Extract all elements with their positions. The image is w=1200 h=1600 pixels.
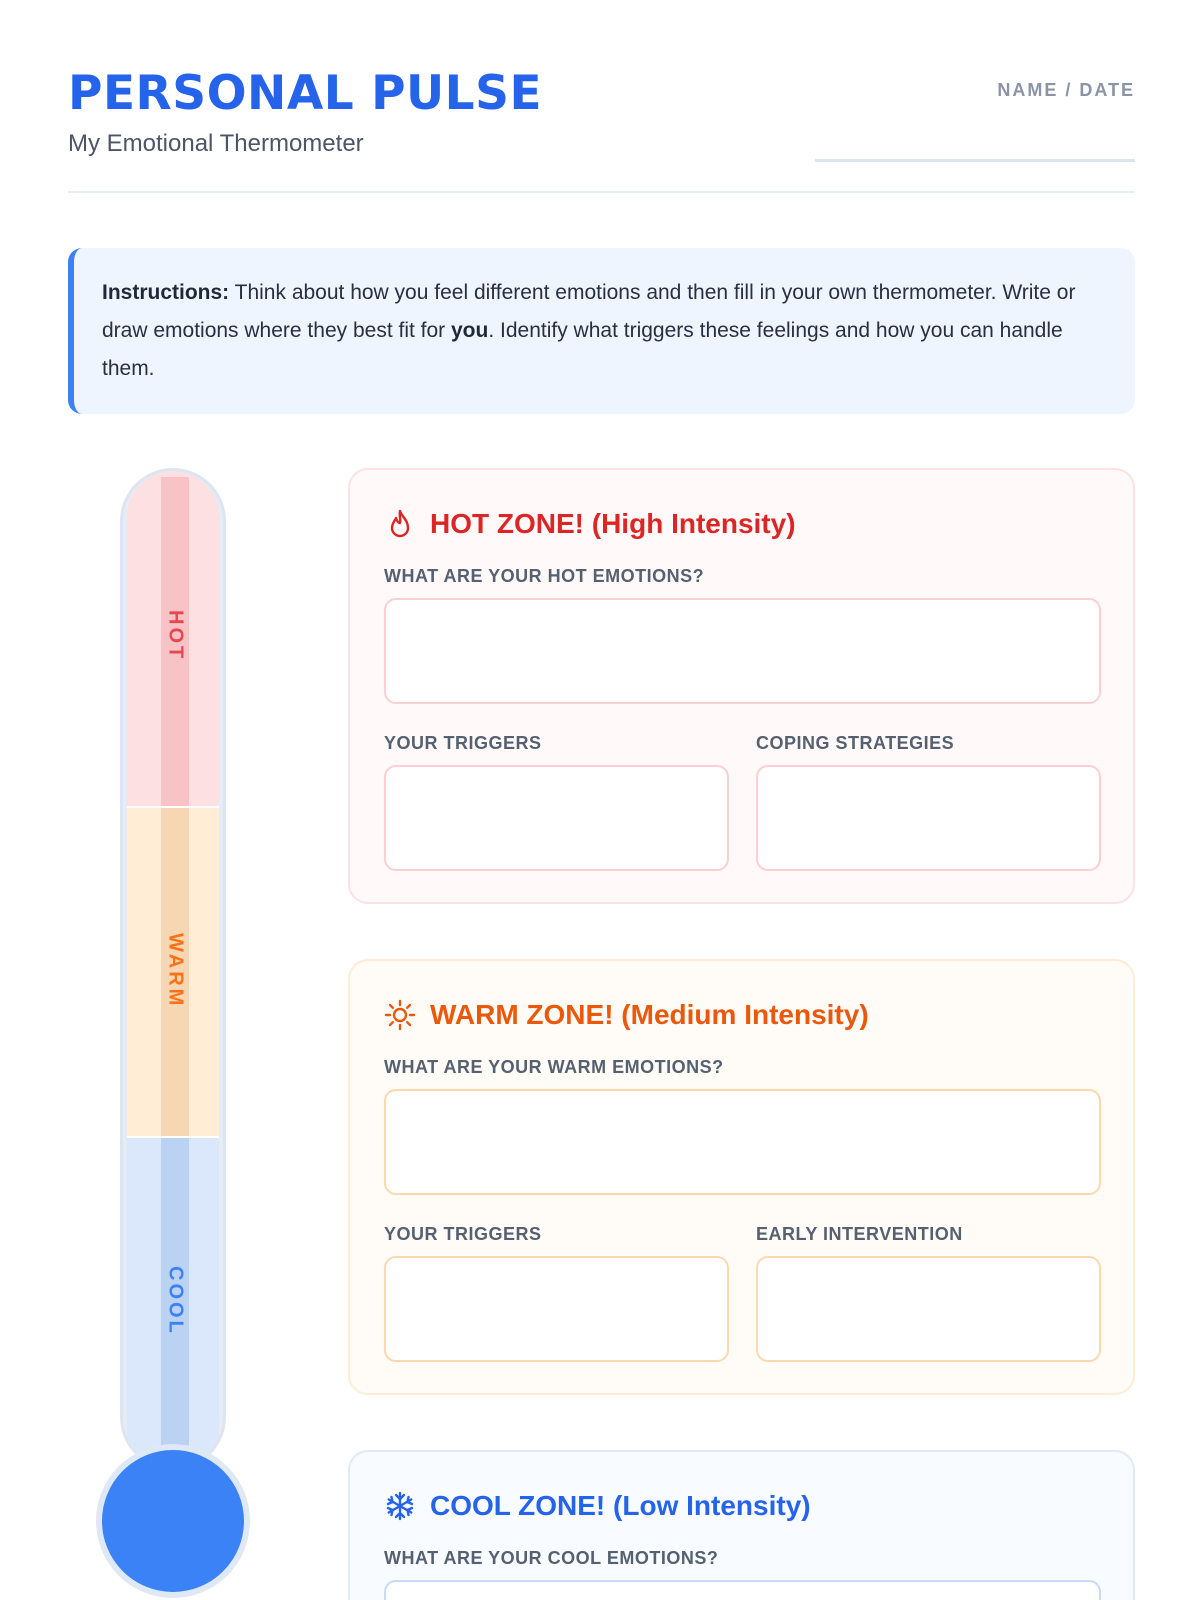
hot-zone-card [348,468,1135,904]
hot-emotions-field[interactable] [384,598,1101,704]
cool-zone-card [348,1450,1135,1600]
cool-emotions-field[interactable] [384,1580,1101,1600]
instructions-text-1: Think about how you feel different emotions and then fill in your own thermometer. Write or draw emotions where they best fit for [102,281,1076,342]
warm-emotions-label: WHAT ARE YOUR WARM EMOTIONS? [384,1057,724,1077]
thermometer-label-warm: WARM [164,933,187,1009]
hot-zone-title: HOT ZONE! (High Intensity) [430,508,796,539]
hot-zone-header [384,508,796,540]
hot-emotions-label: WHAT ARE YOUR HOT EMOTIONS? [384,566,705,586]
thermometer-bulb [96,1444,250,1598]
thermometer-tube [120,468,226,1470]
sun-icon [384,999,416,1031]
thermometer-label-hot: HOT [164,610,187,662]
hot-strategies-field[interactable] [756,765,1101,871]
instructions-box [68,248,1135,414]
cool-emotions-label: WHAT ARE YOUR COOL EMOTIONS? [384,1548,719,1568]
warm-triggers-field[interactable] [384,1256,729,1362]
instructions-text-2: . Identify what triggers these feelings and how you can handle them. [102,319,1063,380]
instructions-label: Instructions: [102,281,230,304]
hot-triggers-label: YOUR TRIGGERS [384,733,542,753]
warm-intervention-field[interactable] [756,1256,1101,1362]
name-date-field[interactable] [815,159,1135,162]
flame-icon [384,508,416,540]
snowflake-icon [384,1490,416,1522]
page-subtitle: My Emotional Thermometer [68,130,364,157]
thermometer-label-cool: COOL [164,1266,187,1336]
hot-strategies-label: COPING STRATEGIES [756,733,955,753]
warm-emotions-field[interactable] [384,1089,1101,1195]
instructions-emphasis: you [451,319,489,342]
warm-triggers-label: YOUR TRIGGERS [384,1224,542,1244]
cool-zone-header [384,1490,811,1522]
hot-triggers-field[interactable] [384,765,729,871]
page-header [68,60,1135,193]
warm-zone-card [348,959,1135,1395]
warm-zone-title: WARM ZONE! (Medium Intensity) [430,999,869,1030]
page-title: PERSONAL PULSE [68,66,543,121]
thermometer [120,468,230,1600]
name-date-label: NAME / DATE [997,80,1135,100]
warm-intervention-label: EARLY INTERVENTION [756,1224,963,1244]
warm-zone-header [384,999,869,1031]
cool-zone-title: COOL ZONE! (Low Intensity) [430,1490,811,1521]
